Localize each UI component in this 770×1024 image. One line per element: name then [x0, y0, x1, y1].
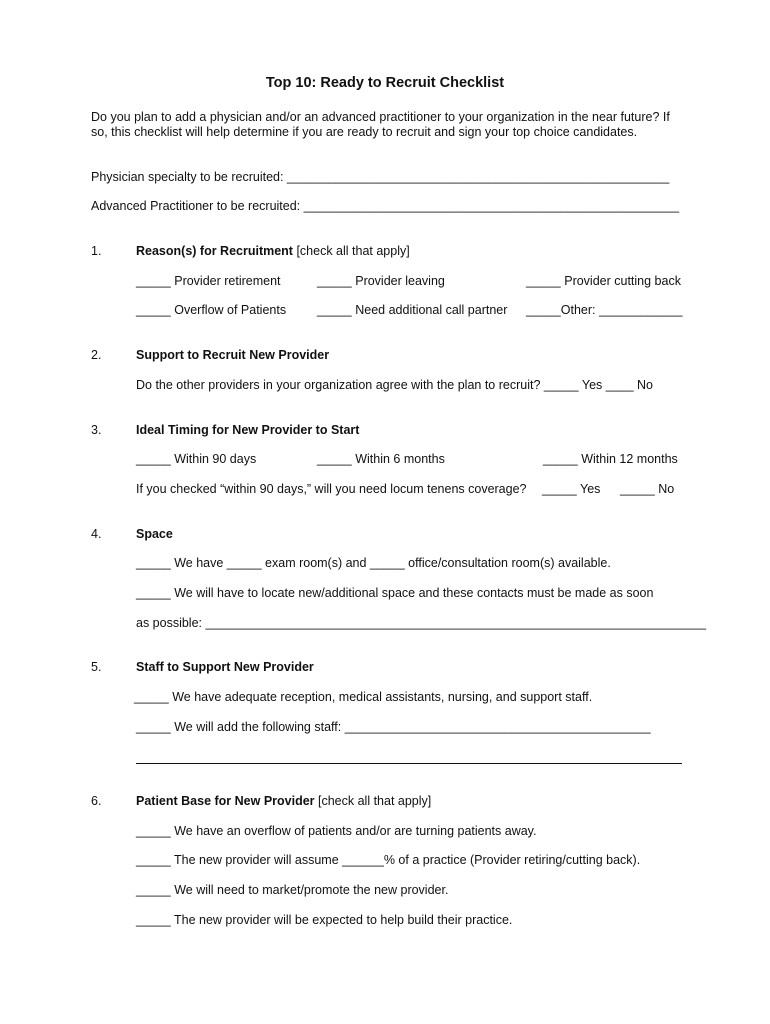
section-6-heading [136, 794, 431, 809]
staff-blank-line[interactable] [136, 763, 682, 764]
section-6-title: Patient Base for New Provider [136, 794, 315, 808]
checkbox-provider-cutting-back[interactable]: _____ Provider cutting back [526, 274, 681, 288]
advanced-practitioner-field[interactable]: Advanced Practitioner to be recruited: ______________________________________________________ [91, 199, 680, 213]
intro-line-1: Do you plan to add a physician and/or an advanced practitioner to your organization in the near future? If [91, 110, 670, 124]
patient-assume-line[interactable]: _____ The new provider will assume ______% of a practice (Provider retiring/cutting back). [136, 853, 641, 867]
section-2-heading: Support to Recruit New Provider [136, 348, 330, 362]
patient-overflow-line[interactable]: _____ We have an overflow of patients and/or are turning patients away. [136, 824, 537, 838]
checkbox-provider-leaving[interactable]: _____ Provider leaving [317, 274, 445, 288]
section-4-number: 4. [91, 527, 102, 541]
section-6-note: [check all that apply] [314, 794, 432, 808]
locum-tenens-question: If you checked “within 90 days,” will you need locum tenens coverage? [136, 482, 527, 496]
section-6-number: 6. [91, 794, 102, 808]
checkbox-provider-retirement[interactable]: _____ Provider retirement [136, 274, 281, 288]
space-available-line[interactable]: _____ We have _____ exam room(s) and _____ office/consultation room(s) available. [136, 556, 611, 570]
section-1-note: [check all that apply] [292, 244, 410, 258]
section-2-number: 2. [91, 348, 102, 362]
space-asap-line[interactable]: as possible: ________________________________________________________________________ [136, 616, 707, 630]
support-question[interactable]: Do the other providers in your organization agree with the plan to recruit? _____ Yes ____ No [136, 378, 653, 392]
section-5-heading: Staff to Support New Provider [136, 660, 314, 674]
checkbox-additional-call-partner[interactable]: _____ Need additional call partner [317, 303, 508, 317]
space-locate-line[interactable]: _____ We will have to locate new/additional space and these contacts must be made as soon [136, 586, 654, 600]
patient-build-line[interactable]: _____ The new provider will be expected to help build their practice. [136, 913, 513, 927]
patient-market-line[interactable]: _____ We will need to market/promote the new provider. [136, 883, 449, 897]
section-3-heading: Ideal Timing for New Provider to Start [136, 423, 360, 437]
locum-yes[interactable]: _____ Yes [542, 482, 601, 496]
checkbox-other[interactable]: _____Other: ____________ [526, 303, 683, 317]
page-title: Top 10: Ready to Recruit Checklist [265, 75, 505, 91]
section-3-number: 3. [91, 423, 102, 437]
section-1-number: 1. [91, 244, 102, 258]
intro-line-2: so, this checklist will help determine if you are ready to recruit and sign your top choice candidates. [91, 125, 638, 139]
locum-no[interactable]: _____ No [620, 482, 675, 496]
checkbox-within-12-months[interactable]: _____ Within 12 months [543, 452, 678, 466]
checkbox-within-6-months[interactable]: _____ Within 6 months [317, 452, 445, 466]
staff-add-line[interactable]: _____ We will add the following staff: ____________________________________________ [136, 720, 651, 734]
section-4-heading: Space [136, 527, 173, 541]
section-1-heading [136, 244, 410, 259]
checkbox-within-90-days[interactable]: _____ Within 90 days [136, 452, 257, 466]
section-1-title: Reason(s) for Recruitment [136, 244, 293, 258]
checkbox-overflow-of-patients[interactable]: _____ Overflow of Patients [136, 303, 287, 317]
section-5-number: 5. [91, 660, 102, 674]
staff-adequate-line[interactable]: _____ We have adequate reception, medical assistants, nursing, and support staff. [134, 690, 593, 704]
physician-specialty-field[interactable]: Physician specialty to be recruited: _______________________________________________________ [91, 170, 670, 184]
